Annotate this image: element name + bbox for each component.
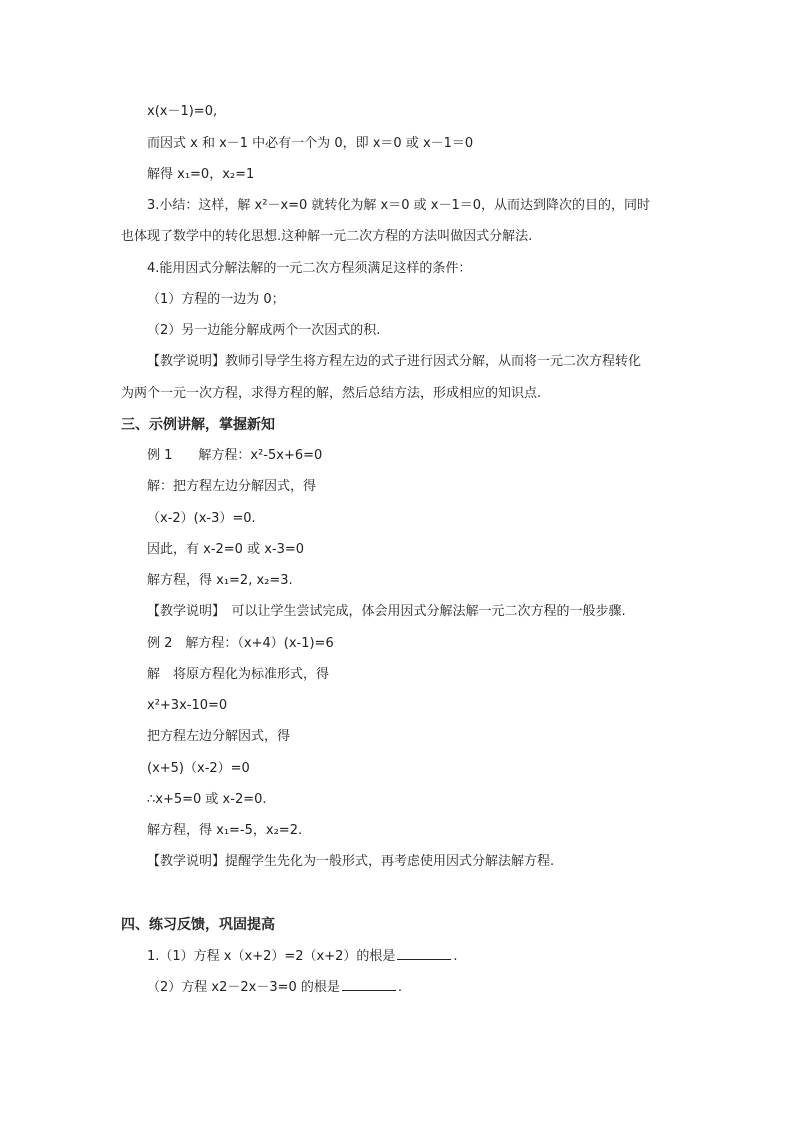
exercise-2 (147, 978, 402, 997)
text-line: 解得 x₁=0，x₂=1 (147, 167, 255, 182)
text-line: （1）方程的一边为 0； (147, 292, 285, 307)
text-line: 解方程，得 x₁=-5，x₂=2. (147, 823, 303, 838)
exercise-1-end: . (453, 949, 458, 964)
answer-blank (397, 947, 451, 960)
teaching-note: 【教学说明】 可以让学生尝试完成，体会用因式分解法解一元二次方程的一般步骤. (147, 604, 626, 619)
exercise-1 (147, 947, 458, 966)
text-line: （2）另一边能分解成两个一次因式的积. (147, 323, 381, 338)
text-line: 解 将原方程化为标准形式，得 (147, 667, 330, 682)
teaching-note: 【教学说明】教师引导学生将方程左边的式子进行因式分解，从而将一元二次方程转化 (147, 354, 642, 369)
text-line: 4.能用因式分解法解的一元二次方程须满足这样的条件： (147, 261, 472, 276)
example-title: 例 2 解方程：（x+4）(x-1)=6 (147, 636, 334, 651)
section-heading: 四、练习反馈，巩固提高 (121, 917, 275, 933)
section-heading: 三、示例讲解，掌握新知 (121, 417, 275, 433)
text-line: x²+3x-10=0 (147, 698, 228, 713)
text-line: 为两个一元一次方程，求得方程的解，然后总结方法，形成相应的知识点. (121, 386, 542, 401)
teaching-note: 【教学说明】提醒学生先化为一般形式，再考虑使用因式分解法解方程. (147, 854, 555, 869)
text-line: ∴x+5=0 或 x-2=0. (147, 792, 267, 807)
text-line: 解方程，得 x₁=2, x₂=3. (147, 573, 293, 588)
example-title: 例 1 解方程：x²-5x+6=0 (147, 448, 323, 463)
text-line: 3.小结：这样，解 x²－x=0 就转化为解 x＝0 或 x－1＝0，从而达到降次的目的，同时 (147, 198, 651, 213)
exercise-1-text: 1.（1）方程 x（x+2）=2（x+2）的根是 (147, 949, 396, 964)
text-line: 而因式 x 和 x－1 中必有一个为 0，即 x＝0 或 x－1＝0 (147, 136, 474, 151)
text-line: 因此，有 x-2=0 或 x-3=0 (147, 542, 305, 557)
text-line: （x-2）(x-3）=0. (147, 511, 256, 526)
text-line: 也体现了数学中的转化思想.这种解一元二次方程的方法叫做因式分解法. (121, 229, 533, 244)
text-line: 把方程左边分解因式，得 (147, 729, 291, 744)
text-line: 解：把方程左边分解因式，得 (147, 479, 317, 494)
text-line: x(x－1)=0, (147, 104, 218, 119)
exercise-2-text: （2）方程 x2－2x－3=0 的根是 (147, 980, 340, 995)
text-line: (x+5)（x-2）=0 (147, 761, 250, 776)
answer-blank (342, 978, 396, 991)
exercise-2-end: . (397, 980, 403, 995)
